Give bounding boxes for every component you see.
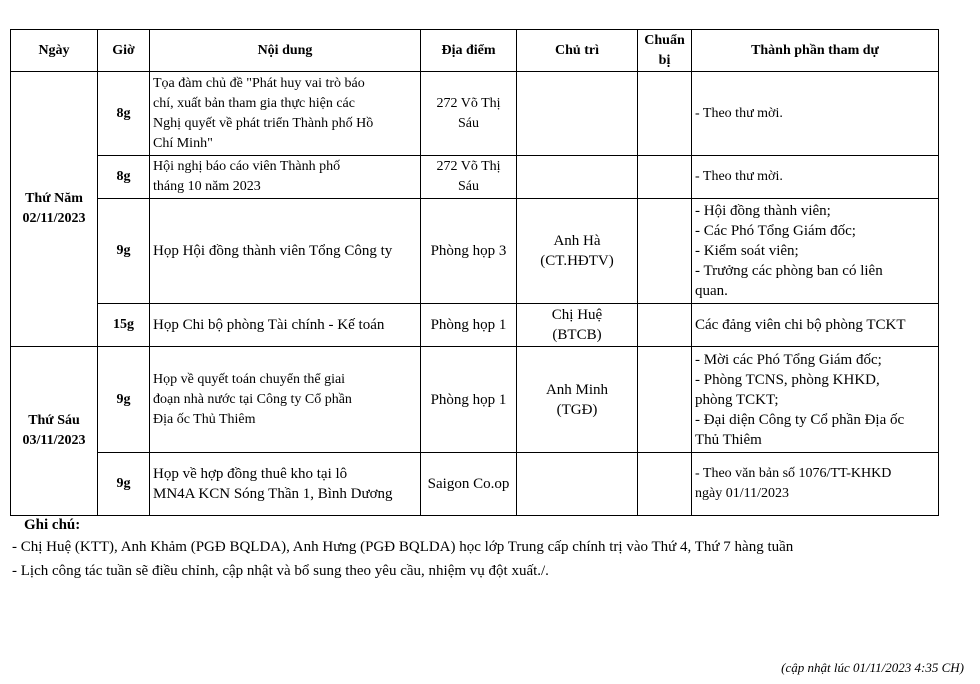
content-cell: Họp về hợp đồng thuê kho tại lô MN4A KCN Sóng Thần 1, Bình Dương — [150, 453, 421, 516]
content-cell: Tọa đàm chủ đề "Phát huy vai trò báo chí, xuất bản tham gia thực hiện các Nghị quyết về phát triển Thành phố Hồ Chí Minh" — [150, 72, 421, 156]
place-cell: Phòng họp 1 — [421, 304, 517, 347]
time-cell: 8g — [98, 156, 150, 199]
header-place: Địa điểm — [421, 30, 517, 72]
content-cell: Họp Chi bộ phòng Tài chính - Kế toán — [150, 304, 421, 347]
place-cell: Phòng họp 3 — [421, 199, 517, 304]
time-cell: 9g — [98, 347, 150, 453]
chair-cell — [517, 72, 638, 156]
place-cell: Phòng họp 1 — [421, 347, 517, 453]
time-cell: 9g — [98, 199, 150, 304]
attendees-cell: - Theo văn bản số 1076/TT-KHKD ngày 01/11/2023 — [692, 453, 939, 516]
attendees-cell: Các đảng viên chi bộ phòng TCKT — [692, 304, 939, 347]
content-cell: Hội nghị báo cáo viên Thành phố tháng 10 năm 2023 — [150, 156, 421, 199]
chair-cell — [517, 453, 638, 516]
attendees-cell: - Hội đồng thành viên; - Các Phó Tổng Giám đốc; - Kiểm soát viên; - Trưởng các phòng ban có liên quan. — [692, 199, 939, 304]
header-row — [11, 30, 939, 72]
day-cell-friday: Thứ Sáu 03/11/2023 — [11, 347, 98, 516]
chair-cell: Anh Minh (TGĐ) — [517, 347, 638, 453]
time-cell: 8g — [98, 72, 150, 156]
chair-cell: Anh Hà (CT.HĐTV) — [517, 199, 638, 304]
attendees-cell: - Mời các Phó Tổng Giám đốc; - Phòng TCNS, phòng KHKD, phòng TCKT; - Đại diện Công ty Cổ phần Địa ốc Thủ Thiêm — [692, 347, 939, 453]
header-time: Giờ — [98, 30, 150, 72]
table-row — [11, 453, 939, 516]
note-item: - Lịch công tác tuần sẽ điều chỉnh, cập nhật và bổ sung theo yêu cầu, nhiệm vụ đột xuất./. — [12, 563, 549, 579]
chair-cell — [517, 156, 638, 199]
content-cell: Họp về quyết toán chuyển thể giai đoạn nhà nước tại Công ty Cổ phần Địa ốc Thủ Thiêm — [150, 347, 421, 453]
notes-title: Ghi chú: — [24, 517, 81, 533]
place-cell: 272 Võ Thị Sáu — [421, 156, 517, 199]
day-cell-thursday: Thứ Năm 02/11/2023 — [11, 72, 98, 347]
attendees-cell: - Theo thư mời. — [692, 72, 939, 156]
table-row — [11, 199, 939, 304]
note-item: - Chị Huệ (KTT), Anh Khảm (PGĐ BQLDA), Anh Hưng (PGĐ BQLDA) học lớp Trung cấp chính trị vào Thứ 4, Thứ 7 hàng tuần — [12, 539, 794, 555]
place-cell: Saigon Co.op — [421, 453, 517, 516]
prep-cell — [638, 453, 692, 516]
content-cell: Họp Hội đồng thành viên Tổng Công ty — [150, 199, 421, 304]
chair-cell: Chị Huệ (BTCB) — [517, 304, 638, 347]
table-row — [11, 304, 939, 347]
place-cell: 272 Võ Thị Sáu — [421, 72, 517, 156]
header-prep: Chuẩn bị — [638, 30, 692, 72]
prep-cell — [638, 304, 692, 347]
header-content: Nội dung — [150, 30, 421, 72]
notes-section — [10, 515, 940, 585]
header-attendees: Thành phần tham dự — [692, 30, 939, 72]
prep-cell — [638, 72, 692, 156]
schedule-table — [10, 29, 939, 516]
time-cell: 15g — [98, 304, 150, 347]
prep-cell — [638, 156, 692, 199]
header-chair: Chủ trì — [517, 30, 638, 72]
attendees-cell: - Theo thư mời. — [692, 156, 939, 199]
prep-cell — [638, 199, 692, 304]
table-row — [11, 72, 939, 156]
header-day: Ngày — [11, 30, 98, 72]
table-row — [11, 347, 939, 453]
table-row — [11, 156, 939, 199]
prep-cell — [638, 347, 692, 453]
time-cell: 9g — [98, 453, 150, 516]
updated-timestamp: (cập nhật lúc 01/11/2023 4:35 CH) — [781, 660, 964, 675]
